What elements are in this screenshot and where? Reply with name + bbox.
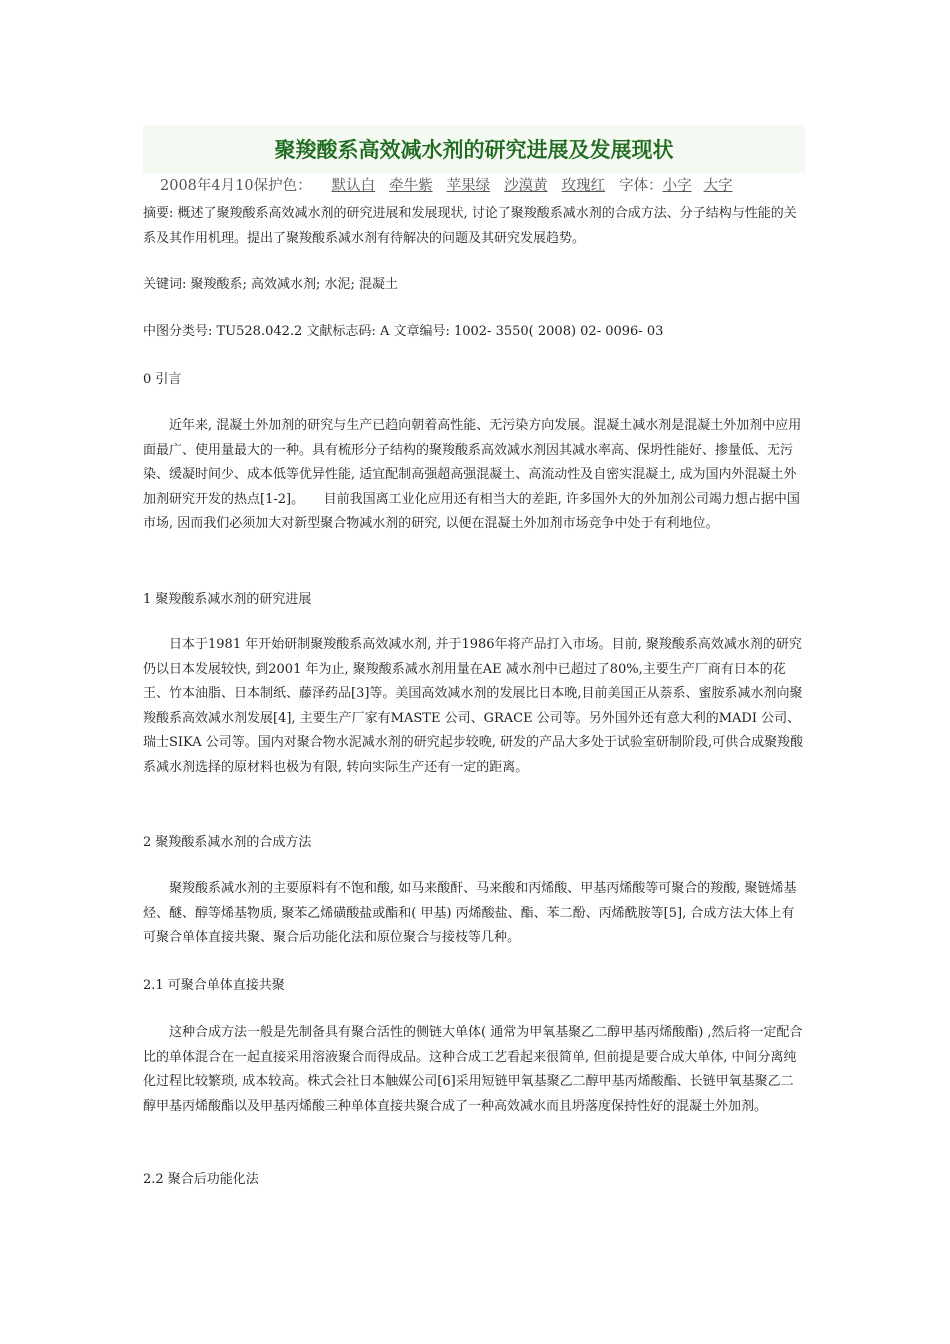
bg-option-purple[interactable]: 牵牛紫 [389, 178, 433, 194]
page-title: 聚羧酸系高效减水剂的研究进展及发展现状 [274, 138, 674, 162]
font-size-label: 字体： [619, 178, 663, 194]
classification: 中图分类号: TU528.042.2 文献标志码: A 文章编号: 1002- 3550( 2008) 02- 0096- 03 [143, 324, 664, 339]
paragraph-1: 日本于1981 年开始研制聚羧酸系高效减水剂, 并于1986年将产品打入市场。目前, 聚羧酸系高效减水剂的研究仍以日本发展较快, 到2001 年为止, 聚羧酸系减水剂用量在AE 减水剂中已超过了80%,主要生产厂商有日本的花王、竹本油脂、日本制纸、藤泽药品[3]等。美国高效减水剂的发展比日本晚,目前美国正从萘系、蜜胺系减水剂向聚羧酸系高效减水剂发展[4], 主要生产厂家有MASTE 公司、GRACE 公司等。另外国外还有意大利的MADI 公司、瑞士SIKA 公司等。国内对聚合物水泥减水剂的研究起步较晚, 研发的产品大多处于试验室研制阶段,可供合成聚羧酸系减水剂选择的原材料也极为有限, 转向实际生产还有一定的距离。 [143, 637, 804, 775]
keywords: 关键词: 聚羧酸系; 高效减水剂; 水泥; 混凝土 [143, 277, 399, 292]
section-heading-intro: 0 引言 [143, 372, 182, 387]
bg-option-default-white[interactable]: 默认白 [331, 178, 376, 194]
bg-option-rose[interactable]: 玫瑰红 [561, 178, 606, 194]
meta-bar [160, 176, 805, 196]
section-heading-2-2: 2.2 聚合后功能化法 [143, 1172, 259, 1187]
bg-option-yellow[interactable]: 沙漠黄 [504, 178, 548, 194]
bg-option-green[interactable]: 苹果绿 [446, 178, 491, 194]
bg-color-label: 保护色： [253, 178, 312, 194]
paragraph-2-1: 这种合成方法一般是先制备具有聚合活性的侧链大单体( 通常为甲氧基聚乙二醇甲基丙烯酸酯) ,然后将一定配合比的单体混合在一起直接采用溶液聚合而得成品。这种合成工艺看起来很简单, 但前提是要合成大单体, 中间分离纯化过程比较繁琐, 成本较高。株式会社日本触媒公司[6]采用短链甲氧基聚乙二醇甲基丙烯酸酯、长链甲氧基聚乙二醇甲基丙烯酸酯以及甲基丙烯酸三种单体直接共聚合成了一种高效减水而且坍落度保持性好的混凝土外加剂。 [143, 1025, 803, 1114]
section-heading-1: 1 聚羧酸系减水剂的研究进展 [143, 592, 312, 607]
section-heading-2: 2 聚羧酸系减水剂的合成方法 [143, 835, 312, 850]
font-option-small[interactable]: 小字 [662, 178, 692, 194]
paragraph-intro: 近年来, 混凝土外加剂的研究与生产已趋向朝着高性能、无污染方向发展。混凝土减水剂是混凝土外加剂中应用面最广、使用量最大的一种。具有梳形分子结构的聚羧酸系高效减水剂因其减水率高、保坍性能好、掺量低、无污染、缓凝时间少、成本低等优异性能, 适宜配制高强超高强混凝土、高流动性及自密实混凝土, 成为国内外混凝土外加剂研究开发的热点[1-2]。 目前我国离工业化应用还有相当大的差距, 许多国外大的外加剂公司竭力想占据中国市场, 因而我们必须加大对新型聚合物减水剂的研究, 以便在混凝土外加剂市场竞争中处于有利地位。 [143, 418, 802, 531]
publish-date: 2008年4月10 [160, 178, 254, 194]
font-option-large[interactable]: 大字 [703, 178, 733, 194]
paragraph-2: 聚羧酸系减水剂的主要原料有不饱和酸, 如马来酸酐、马来酸和丙烯酸、甲基丙烯酸等可聚合的羧酸, 聚链烯基烃、醚、醇等烯基物质, 聚苯乙烯磺酸盐或酯和( 甲基) 丙烯酸盐、酯、苯二酚、丙烯酰胺等[5], 合成方法大体上有可聚合单体直接共聚、聚合后功能化法和原位聚合与接枝等几种。 [143, 881, 797, 945]
abstract: 摘要: 概述了聚羧酸系高效减水剂的研究进展和发展现状, 讨论了聚羧酸系减水剂的合成方法、分子结构与性能的关系及其作用机理。提出了聚羧酸系减水剂有待解决的问题及其研究发展趋势。 [143, 206, 797, 246]
section-heading-2-1: 2.1 可聚合单体直接共聚 [143, 978, 285, 993]
